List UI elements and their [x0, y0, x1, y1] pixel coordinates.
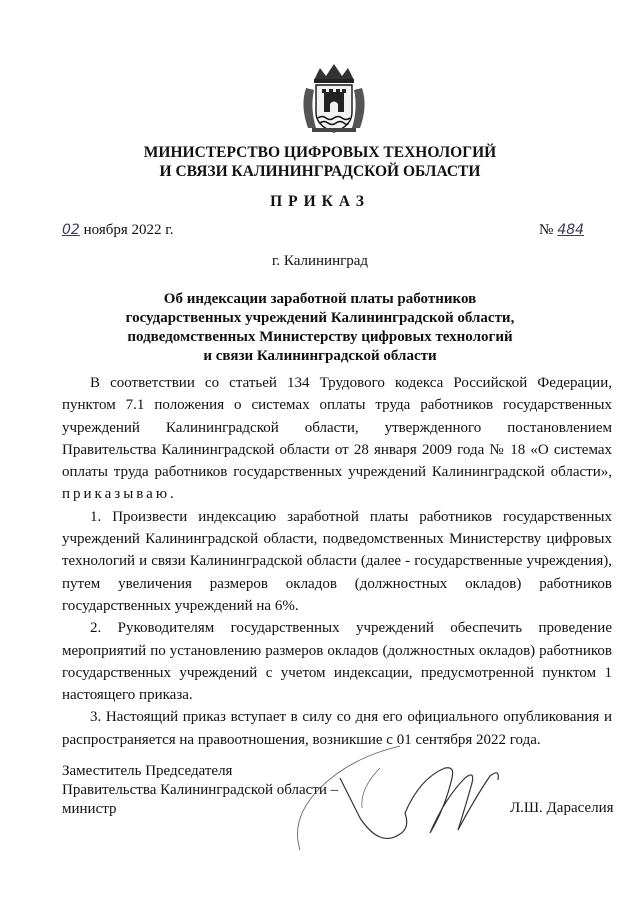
subject-line2: государственных учреждений Калининградской области,	[125, 310, 515, 326]
preamble-text: В соответствии со статьей 134 Трудового кодекса Российской Федерации, пунктом 7.1 положения о системах оплаты труда работников государственных учреждений Калининградской области, утвержденного постановлением Правительства Калининградской области от 28 января 2009 года № 18 «О системах оплаты труда работников государственных учреждений Калининградской области»,	[62, 375, 612, 481]
ministry-name-line1: МИНИСТЕРСТВО ЦИФРОВЫХ ТЕХНОЛОГИЙ	[143, 144, 497, 161]
subject-line3: подведомственных Министерству цифровых технологий	[127, 329, 513, 345]
order-title: ПРИКАЗ	[270, 193, 370, 210]
position-line2: Правительства Калининградской области –	[62, 782, 339, 798]
handwritten-day: 02	[62, 222, 80, 238]
handwritten-number: 484	[557, 222, 585, 238]
date-text: ноября 2022 г.	[79, 222, 174, 238]
signatory-name: Л.Ш. Дараселия	[510, 800, 614, 816]
order-subject	[0, 290, 640, 366]
city: г. Калининград	[271, 253, 369, 269]
order-body	[62, 372, 612, 751]
subject-line1: Об индексации заработной платы работников	[163, 291, 477, 307]
ministry-name-line2: И СВЯЗИ КАЛИНИНГРАДСКОЙ ОБЛАСТИ	[159, 163, 481, 180]
order-word: приказываю.	[62, 486, 177, 503]
preamble-paragraph	[62, 372, 612, 506]
item-3-paragraph: 3. Настоящий приказ вступает в силу со дня его официального опубликования и распространяется на правоотношения, возникшие с 01 сентября 2022 года.	[62, 709, 612, 748]
order-date	[62, 222, 173, 239]
position-line1: Заместитель Председателя	[62, 763, 233, 779]
ministry-name	[0, 143, 640, 181]
item-1-paragraph: 1. Произвести индексацию заработной платы работников государственных учреждений Калининградской области, подведомственных Министерству цифровых технологий и связи Калининградской области (далее - государственные учреждения), путем увеличения размеров окладов (должностных окладов) работников государственных учреждений на 6%.	[62, 508, 612, 614]
number-prefix: №	[539, 222, 554, 238]
position-line3: министр	[62, 801, 117, 817]
coat-of-arms-icon	[296, 62, 372, 136]
order-number	[539, 222, 584, 239]
subject-line4: и связи Калининградской области	[203, 348, 437, 364]
handwritten-signature-icon	[280, 738, 520, 858]
item-2-paragraph: 2. Руководителям государственных учреждений обеспечить проведение мероприятий по установлению размеров окладов (должностных окладов) работников государственных учреждений с учетом индексации, предусмотренной пунктом 1 настоящего приказа.	[62, 620, 612, 704]
